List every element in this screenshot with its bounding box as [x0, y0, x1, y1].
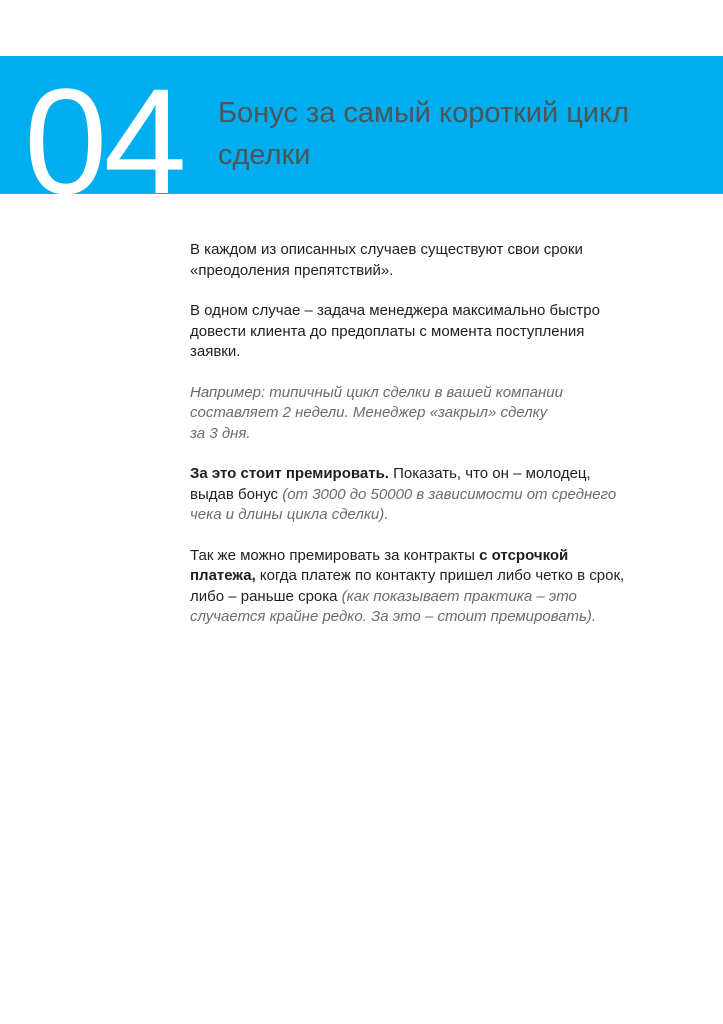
- page-title: Бонус за самый короткий цикл сделки: [218, 97, 629, 171]
- body-content: [190, 240, 630, 648]
- paragraph-5: [190, 546, 630, 628]
- section-number: 04: [24, 57, 183, 194]
- paragraph-4: [190, 464, 630, 526]
- paragraph-5-italic: (как показывает практика – это случается крайне редко. За это – стоит премировать).: [190, 587, 597, 625]
- paragraph-5-text-1: Так же можно премировать за контракты: [190, 546, 480, 564]
- paragraph-4-italic: (от 3000 до 50000 в зависимости от среднего чека и длины цикла сделки).: [190, 485, 617, 523]
- paragraph-5-bold: с отсрочкой платежа,: [190, 546, 569, 584]
- paragraph-4-bold: За это стоит премировать.: [190, 465, 389, 482]
- paragraph-2: В одном случае – задача менеджера максимально быстро довести клиента до предоплаты с момента поступления заявки.: [190, 302, 600, 360]
- paragraph-example: [190, 383, 630, 445]
- paragraph-1: В каждом из описанных случаев существуют свои сроки «преодоления препятствий».: [190, 241, 583, 279]
- paragraph-5-text-2: когда платеж по контакту пришел либо четко в срок, либо – раньше срока: [190, 567, 625, 605]
- example-line-1: Например: типичный цикл сделки в вашей компании: [190, 383, 563, 401]
- example-line-2: составляет 2 недели. Менеджер «закрыл» сделку: [190, 404, 548, 421]
- paragraph-4-text: Показать, что он – молодец, выдав бонус: [190, 465, 591, 503]
- example-line-3: за 3 дня.: [190, 424, 251, 442]
